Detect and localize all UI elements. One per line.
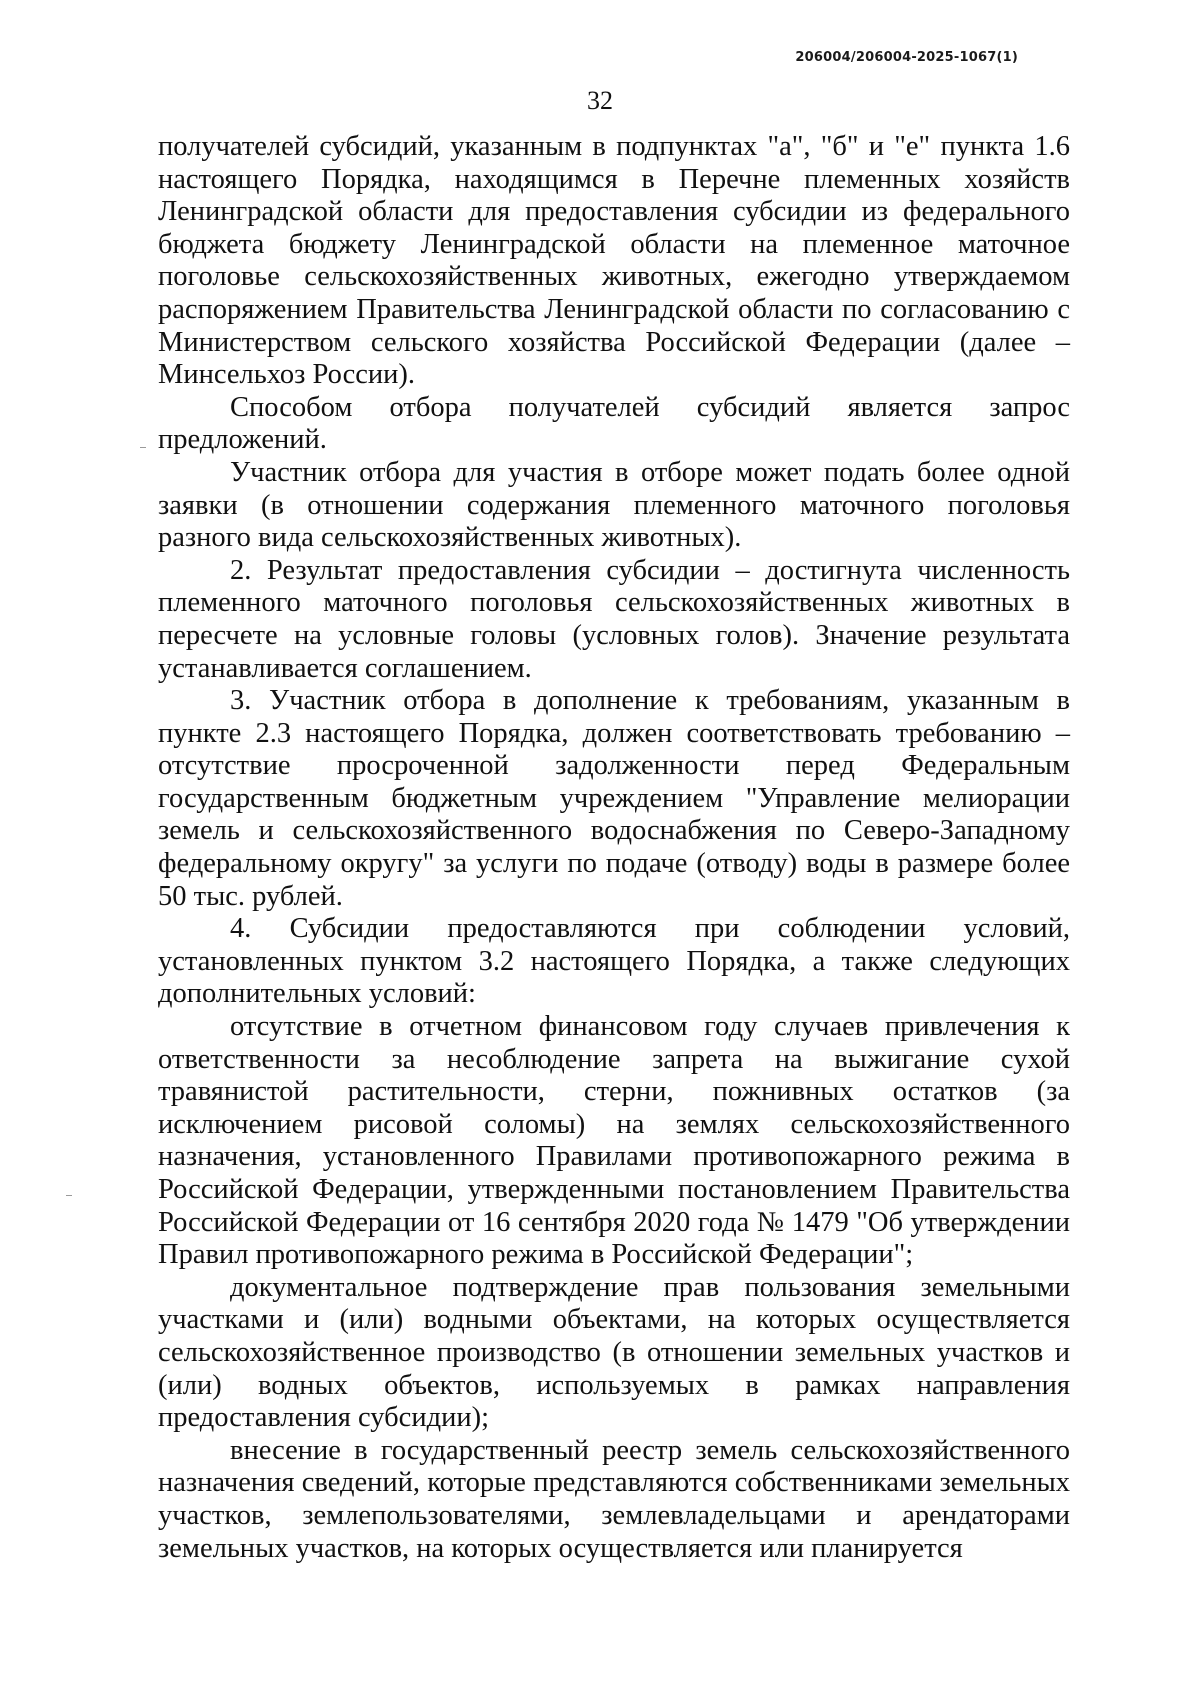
paragraph-condition-land-registry: внесение в государственный реестр земель сельскохозяйственного назначения сведений, которые представляются собственниками земельных участков, землепользователями, землевладельцами и арендаторами земельных участков, на которых осуществляется или планируется [158,1434,1070,1564]
paragraph-selection-method: Способом отбора получателей субсидий является запрос предложений. [158,391,1070,456]
paragraph-item-3-requirement: 3. Участник отбора в дополнение к требованиям, указанным в пункте 2.3 настоящего Порядка, должен соответствовать требованию – отсутствие просроченной задолженности перед Федеральным государственным бюджетным учреждением "Управление мелиорации земель и сельскохозяйственного водоснабжения по Северо-Западному федеральному округу" за услуги по подаче (отводу) воды в размере более 50 тыс. рублей. [158,685,1070,912]
document-body [158,131,1070,1565]
paragraph-continuation: получателей субсидий, указанным в подпунктах "а", "б" и "е" пункта 1.6 настоящего Порядка, находящимся в Перечне племенных хозяйств Ленинградской области для предоставления субсидии из федерального бюджета бюджету Ленинградской области на племенное маточное поголовье сельскохозяйственных животных, ежегодно утверждаемом распоряжением Правительства Ленинградской области по согласованию с Министерством сельского хозяйства Российской Федерации (далее – Минсельхоз России). [158,131,1070,391]
scan-margin-mark [66,1195,72,1196]
paragraph-condition-land-rights: документальное подтверждение прав пользования земельными участками и (или) водными объектами, на которых осуществляется сельскохозяйственное производство (в отношении земельных участков и (или) водных объектов, используемых в рамках направления предоставления субсидии); [158,1271,1070,1434]
scan-margin-mark [140,447,146,448]
page-number: 32 [587,86,613,115]
document-id: 206004/206004-2025-1067(1) [795,50,1018,65]
paragraph-multiple-applications: Участник отбора для участия в отборе может подать более одной заявки (в отношении содержания племенного маточного поголовья разного вида сельскохозяйственных животных). [158,456,1070,554]
paragraph-item-4-conditions: 4. Субсидии предоставляются при соблюдении условий, установленных пунктом 3.2 настоящего Порядка, а также следующих дополнительных условий: [158,913,1070,1010]
paragraph-item-2-result: 2. Результат предоставления субсидии – достигнута численность племенного маточного поголовья сельскохозяйственных животных в пересчете на условные головы (условных голов). Значение результата устанавливается соглашением. [158,554,1070,684]
paragraph-condition-fire-safety: отсутствие в отчетном финансовом году случаев привлечения к ответственности за несоблюдение запрета на выжигание сухой травянистой растительности, стерни, пожнивных остатков (за исключением рисовой соломы) на землях сельскохозяйственного назначения, установленного Правилами противопожарного режима в Российской Федерации, утвержденными постановлением Правительства Российской Федерации от 16 сентября 2020 года № 1479 "Об утверждении Правил противопожарного режима в Российской Федерации"; [158,1011,1070,1271]
